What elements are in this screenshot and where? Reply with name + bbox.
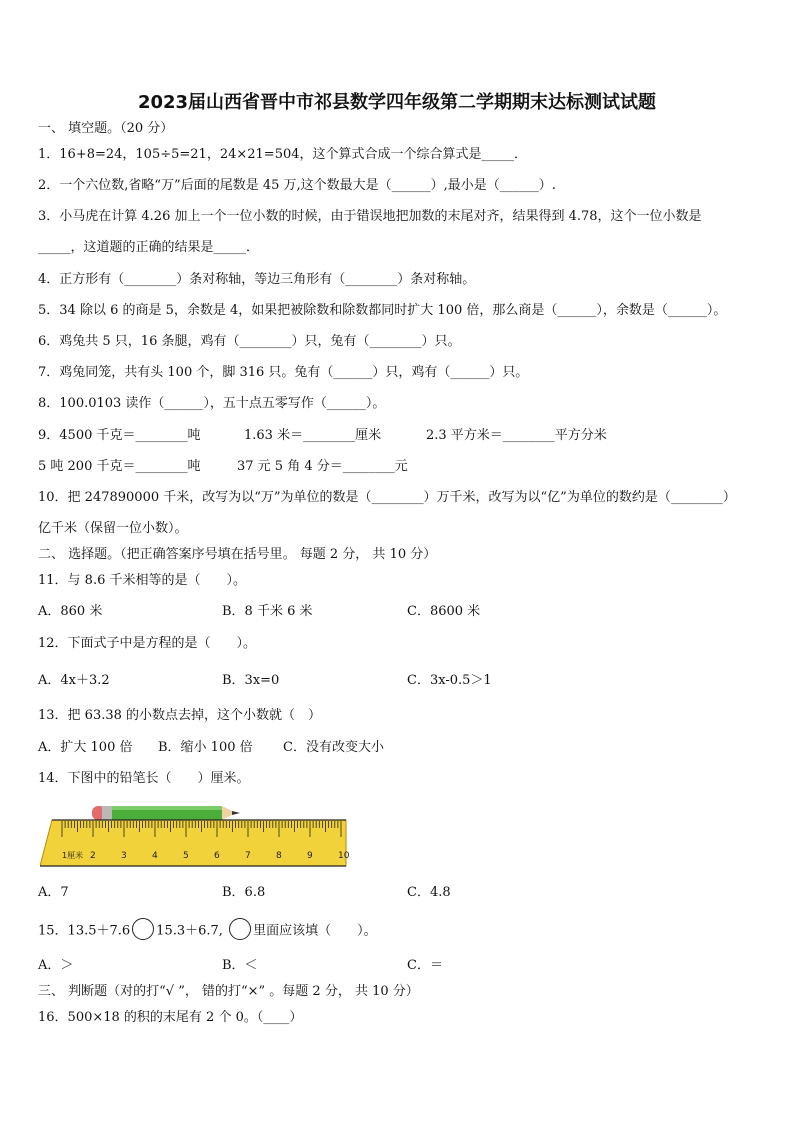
ruler-tick-label: 8: [276, 851, 282, 861]
question-3-line-1: 3．小马虎在计算 4.26 加上一个一位小数的时候，由于错误地把加数的末尾对齐，结果得到 4.78，这个一位小数是: [38, 209, 702, 224]
question-15-option-c: C．＝: [407, 958, 443, 973]
question-10-line-1: 10．把 247890000 千米，改写为以“万”为单位的数是（________）万千米，改写为以“亿”为单位的数约是（________）: [38, 490, 736, 505]
question-15-left-expr: 15．13.5＋7.6: [38, 923, 131, 939]
question-11-option-a: A．860 米: [38, 604, 103, 619]
question-4: 4．正方形有（________）条对称轴，等边三角形有（________）条对称轴。: [38, 272, 476, 287]
question-9-b: 1.63 米＝________厘米: [244, 428, 382, 443]
question-12: 12．下面式子中是方程的是（ ）。: [38, 636, 257, 651]
ruler-tick-label: 4: [152, 851, 158, 861]
ruler-unit-label: 1厘米: [62, 851, 84, 860]
compare-circle-icon: [132, 918, 154, 940]
question-8: 8．100.0103 读作（______），五十点五零写作（______）。: [38, 396, 386, 411]
question-16: 16．500×18 的积的末尾有 2 个 0。（____）: [38, 1010, 303, 1025]
question-9-e: 37 元 5 角 4 分＝________元: [237, 459, 408, 474]
question-14-option-b: B．6.8: [222, 885, 266, 900]
section-heading-fill-blank: 一、 填空题。（20 分）: [38, 121, 174, 136]
question-3-line-2: _____，这道题的正确的结果是_____．: [38, 240, 260, 255]
question-15-option-b: B．＜: [222, 958, 258, 973]
question-14: 14．下图中的铅笔长（ ）厘米。: [38, 771, 250, 786]
ruler-and-pencil-image: [40, 800, 350, 870]
question-9-a: 9．4500 千克＝________吨: [38, 428, 201, 443]
ruler-tick-label: 9: [307, 851, 313, 861]
question-15-tail: 里面应该填（ ）。: [253, 923, 377, 939]
compare-circle-icon: [229, 918, 251, 940]
question-12-option-a: A．4x＋3.2: [38, 673, 110, 688]
section-heading-judge: 三、 判断题（对的打“√ ”， 错的打“×” 。每题 2 分， 共 10 分）: [38, 984, 419, 999]
question-9-c: 2.3 平方米＝________平方分米: [426, 428, 607, 443]
ruler-tick-label: 7: [245, 851, 251, 861]
question-1: 1．16+8=24，105÷5=21，24×21=504，这个算式合成一个综合算式是_____．: [38, 147, 528, 162]
question-9-d: 5 吨 200 千克＝________吨: [38, 459, 201, 474]
ruler-tick-label: 2: [90, 851, 96, 861]
question-13-option-c: C．没有改变大小: [283, 740, 384, 755]
section-heading-choice: 二、 选择题。（把正确答案序号填在括号里。 每题 2 分， 共 10 分）: [38, 547, 437, 562]
pencil-icon: [92, 806, 240, 820]
question-6: 6．鸡兔共 5 只，16 条腿，鸡有（________）只，兔有（________）只。: [38, 334, 461, 349]
question-11: 11．与 8.6 千米相等的是（ ）。: [38, 573, 246, 588]
question-12-option-c: C．3x-0.5＞1: [407, 673, 492, 688]
question-11-option-b: B．8 千米 6 米: [222, 604, 313, 619]
question-14-option-c: C．4.8: [407, 885, 451, 900]
question-13: 13．把 63.38 的小数点去掉，这个小数就（ ）: [38, 708, 322, 723]
ruler-body: [40, 820, 346, 866]
question-15-option-a: A．＞: [38, 958, 74, 973]
question-14-option-a: A．7: [38, 885, 69, 900]
question-5: 5．34 除以 6 的商是 5，余数是 4，如果把被除数和除数都同时扩大 100 倍，那么商是（______），余数是（______）。: [38, 303, 727, 318]
question-13-option-a: A．扩大 100 倍: [38, 740, 133, 755]
ruler-tick-label: 5: [183, 851, 189, 861]
question-10-line-2: 亿千米（保留一位小数）。: [38, 521, 188, 536]
question-15: [38, 922, 377, 940]
ruler-tick-label: 10: [338, 851, 350, 861]
question-2: 2．一个六位数,省略“万”后面的尾数是 45 万,这个数最大是（______）,最小是（______）.: [38, 178, 556, 193]
question-12-option-b: B．3x=0: [222, 673, 280, 688]
question-15-right-expr: 15.3＋6.7,: [156, 923, 223, 939]
ruler-tick-label: 6: [214, 851, 220, 861]
question-7: 7．鸡兔同笼，共有头 100 个，脚 316 只。兔有（______）只，鸡有（______）只。: [38, 365, 529, 380]
pencil-ruler-figure: [40, 800, 350, 870]
ruler-tick-label: 3: [121, 851, 127, 861]
page-title: 2023届山西省晋中市祁县数学四年级第二学期期末达标测试试题: [137, 92, 657, 113]
question-13-option-b: B．缩小 100 倍: [158, 740, 253, 755]
question-11-option-c: C．8600 米: [407, 604, 481, 619]
